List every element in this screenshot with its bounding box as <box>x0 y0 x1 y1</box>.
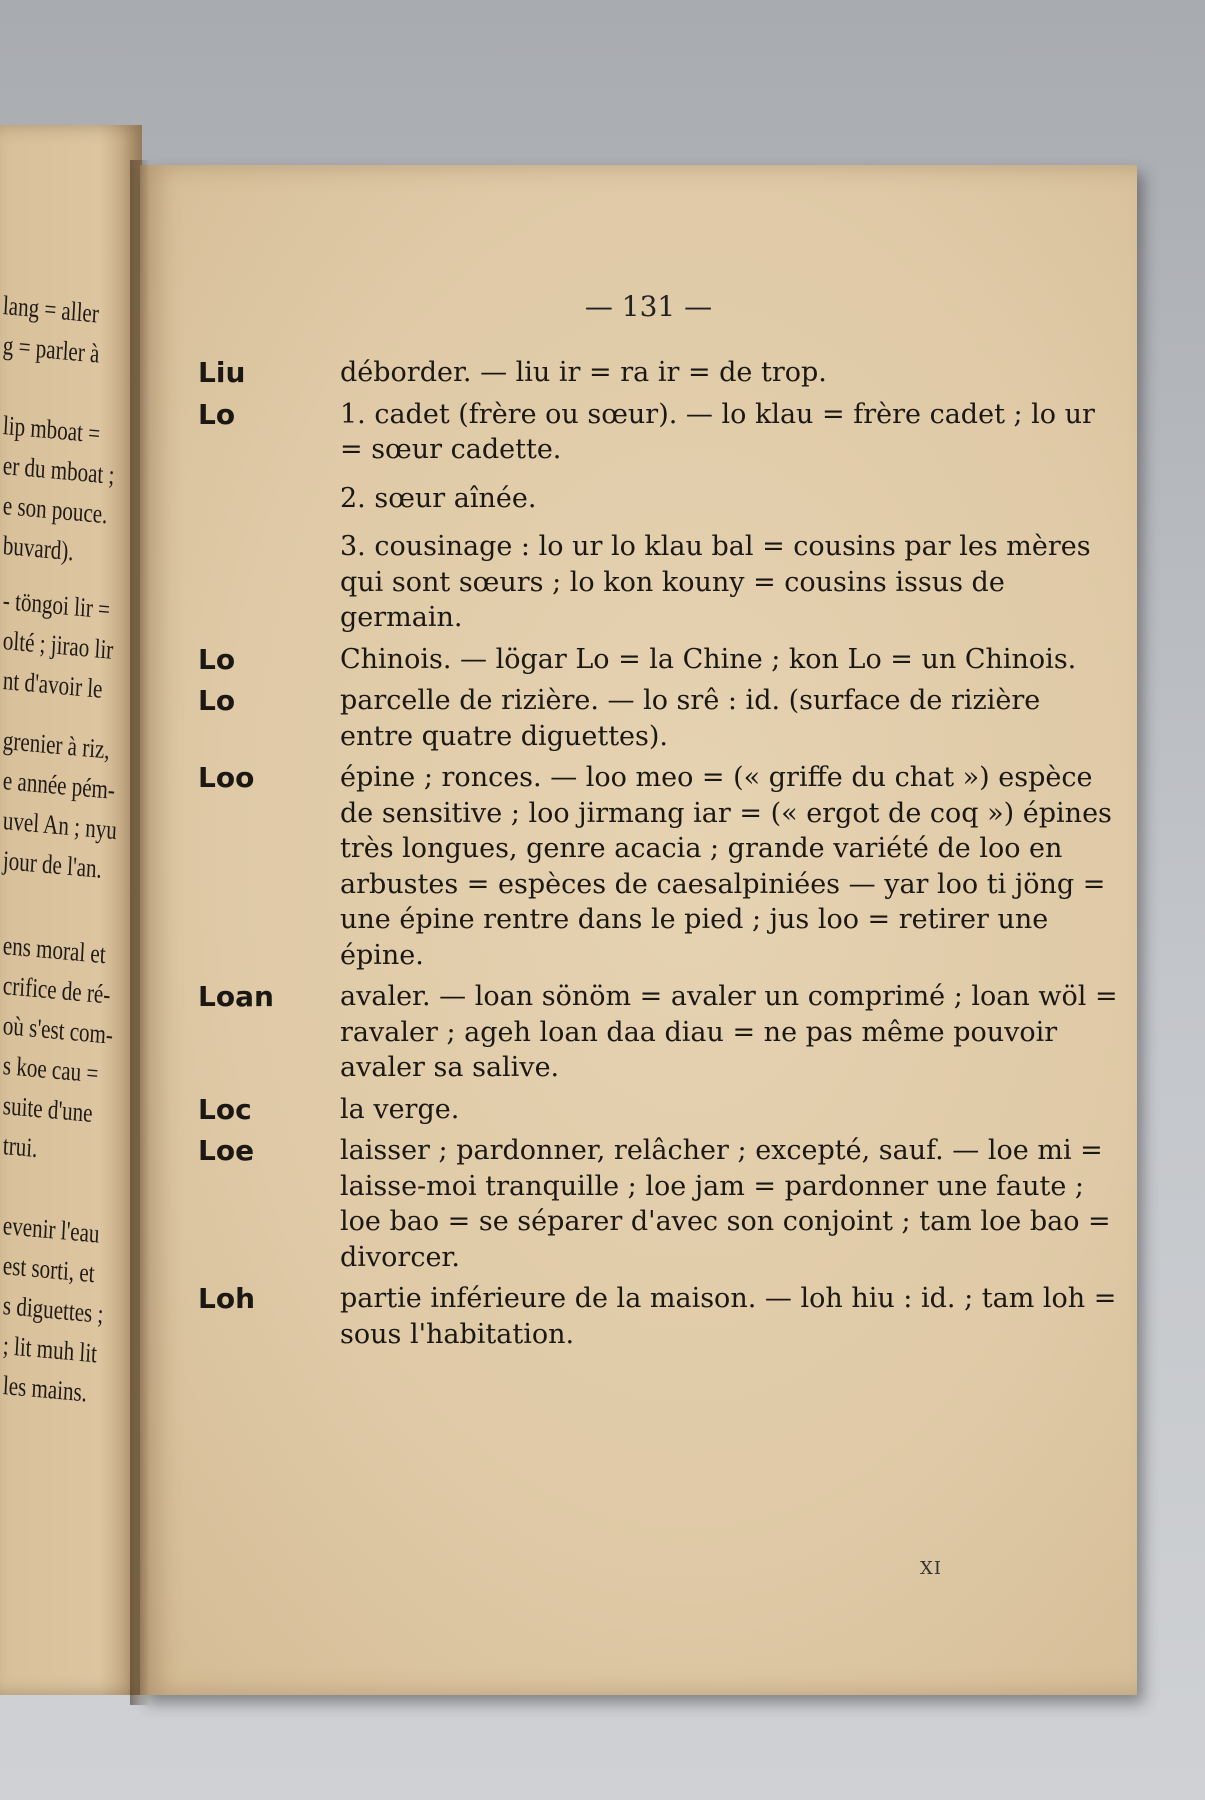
page-number: — 131 — <box>584 290 713 323</box>
entry-sense: la verge. <box>340 1093 460 1125</box>
entry-sense: 1. cadet (frère ou sœur). — lo klau = frère cadet ; lo ur = sœur cadette. <box>340 398 1095 465</box>
dictionary-entry <box>198 683 1118 754</box>
previous-page <box>0 125 142 1695</box>
entry-definition <box>340 760 1118 973</box>
entry-definition <box>340 1092 1118 1128</box>
previous-page-line: lang = aller <box>2 290 100 329</box>
entry-sense: épine ; ronces. — loo meo = (« griffe du chat ») espèce de sensitive ; loo jirmang iar = (« ergot de coq ») épines très longues, genre acacia ; grande variété de loo en arbustes = espèces de caesalpiniées — yar loo ti jöng = une épine rentre dans le pied ; jus loo = retirer une épine. <box>340 762 1112 971</box>
previous-page-line: - töngoi lir = <box>2 585 111 625</box>
book-gutter-shadow <box>130 160 150 1705</box>
previous-page-line: où s'est com- <box>2 1010 114 1050</box>
previous-page-line: nt d'avoir le <box>2 665 104 704</box>
entry-sense: 3. cousinage : lo ur lo klau bal = cousins par les mères qui sont sœurs ; lo kon kouny = cousins issus de germain. <box>340 531 1091 633</box>
previous-page-line: s diguettes ; <box>2 1290 105 1329</box>
entry-definition <box>340 355 1118 391</box>
entry-definition <box>340 642 1118 678</box>
dictionary-entry <box>198 979 1118 1086</box>
previous-page-line: ens moral et <box>2 930 107 970</box>
entry-sense: Chinois. — lögar Lo = la Chine ; kon Lo = un Chinois. <box>340 643 1077 675</box>
entry-headword: Loan <box>198 980 274 1013</box>
previous-page-line: lip mboat = <box>2 410 101 449</box>
entry-definition <box>340 397 1118 636</box>
previous-page-line: suite d'une <box>2 1090 94 1128</box>
entry-definition <box>340 1133 1118 1275</box>
entry-definition <box>340 1281 1118 1352</box>
previous-page-line: g = parler à <box>2 330 101 369</box>
entry-definition <box>340 683 1118 754</box>
entry-sense: 2. sœur aînée. <box>340 482 537 514</box>
signature-mark: XI <box>920 1558 942 1579</box>
entry-headword: Loe <box>198 1134 255 1167</box>
dictionary-entry <box>198 760 1118 973</box>
previous-page-line: crifice de ré- <box>2 970 112 1010</box>
dictionary-entry <box>198 1281 1118 1352</box>
previous-page-line: evenir l'eau <box>2 1210 101 1249</box>
dictionary-entry <box>198 397 1118 636</box>
entry-headword: Loo <box>198 761 255 794</box>
dictionary-page <box>140 165 1137 1695</box>
entry-headword: Loh <box>198 1282 256 1315</box>
previous-page-line: e année pém- <box>2 765 116 806</box>
previous-page-line: s koe cau = <box>2 1050 100 1089</box>
entry-list <box>198 355 1118 1358</box>
previous-page-line: e son pouce. <box>2 490 109 530</box>
previous-page-line: trui. <box>2 1130 39 1164</box>
entry-headword: Lo <box>198 642 236 676</box>
previous-page-line: jour de l'an. <box>2 845 103 884</box>
previous-page-line: uvel An ; nyu <box>2 805 118 846</box>
entry-definition <box>340 979 1118 1086</box>
entry-sense: déborder. — liu ir = ra ir = de trop. <box>340 357 827 388</box>
previous-page-line: les mains. <box>2 1370 88 1408</box>
previous-page-line: ; lit muh lit <box>2 1330 98 1369</box>
dictionary-entry <box>198 355 1118 391</box>
entry-sense: partie inférieure de la maison. — loh hiu : id. ; tam loh = sous l'habitation. <box>340 1283 1117 1350</box>
dictionary-entry <box>198 642 1118 678</box>
dictionary-entry <box>198 1092 1118 1128</box>
entry-headword: Lo <box>198 684 236 717</box>
previous-page-line: er du mboat ; <box>2 450 116 490</box>
entry-headword: Lo <box>198 397 236 431</box>
previous-page-line: olté ; jirao lir <box>2 625 115 665</box>
previous-page-line: buvard). <box>2 530 75 567</box>
entry-sense: laisser ; pardonner, relâcher ; excepté, sauf. — loe mi = laisse-moi tranquille ; loe jam = pardonner une faute ; loe bao = se séparer d'avec son conjoint ; tam loe bao = divorcer. <box>340 1135 1111 1273</box>
entry-headword: Liu <box>198 356 246 389</box>
previous-page-line: grenier à riz, <box>2 725 111 765</box>
dictionary-entry <box>198 1133 1118 1275</box>
entry-sense: avaler. — loan sönöm = avaler un comprimé ; loan wöl = ravaler ; ageh loan daa diau = ne pas même pouvoir avaler sa salive. <box>340 981 1118 1083</box>
previous-page-line: est sorti, et <box>2 1250 96 1289</box>
entry-sense: parcelle de rizière. — lo srê : id. (surface de rizière entre quatre diguettes). <box>340 685 1041 752</box>
entry-headword: Loc <box>198 1092 252 1126</box>
